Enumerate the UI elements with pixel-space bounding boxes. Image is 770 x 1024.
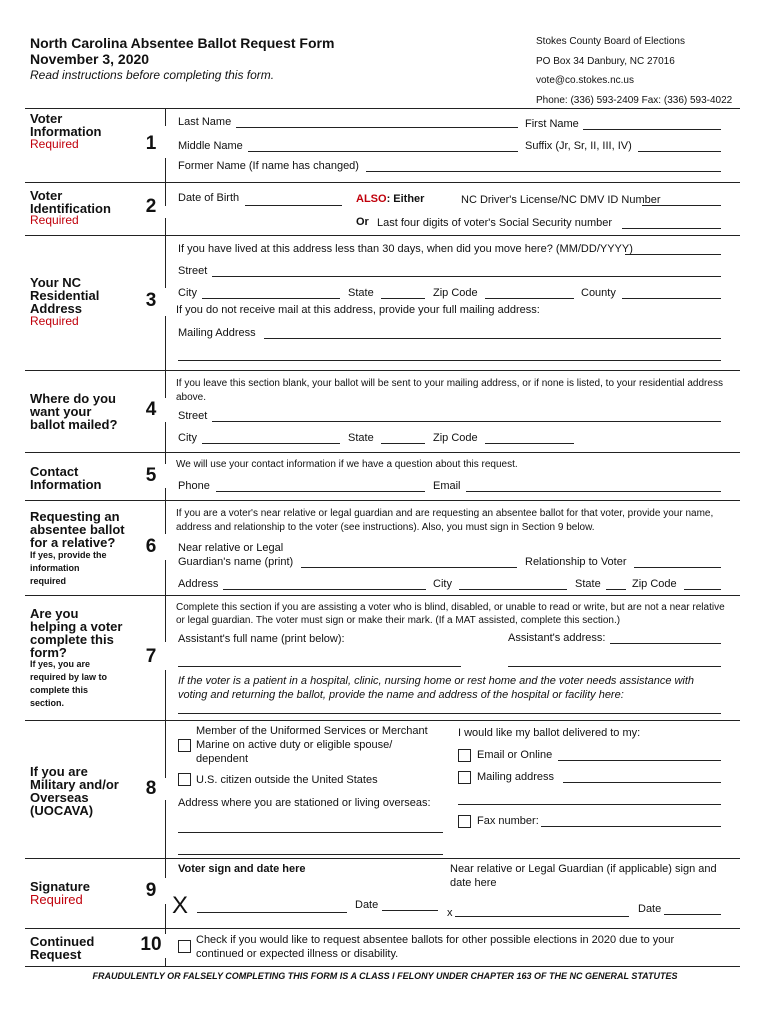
column-divider [165,218,166,288]
section-title: complete this [30,632,114,647]
section-title: helping a voter [30,619,123,634]
voter-sign-label: Voter sign and date here [178,863,306,875]
member-label-c: dependent [196,753,248,765]
city-field[interactable] [202,443,340,444]
section-title: Information [30,477,102,492]
relationship-field[interactable] [634,567,721,568]
divider [25,500,740,501]
continued-request-label-b: continued or expected illness or disability. [196,948,399,960]
suffix-label: Suffix (Jr, Sr, II, III, IV) [525,140,632,152]
stationed-address-field-2[interactable] [178,854,443,855]
zip-label: Zip Code [632,578,677,590]
assistant-name-label: Assistant's full name (print below): [178,633,345,645]
divider [25,235,740,236]
relative-name-label-a: Near relative or Legal [178,542,284,554]
suffix-field[interactable] [638,151,721,152]
section-subtitle: If yes, you are [30,659,91,669]
assistant-address-label: Assistant's address: [508,632,606,644]
board-phone: Phone: (336) 593-2409 Fax: (336) 593-4022 [536,95,733,106]
street-field[interactable] [212,276,721,277]
city-label: City [433,578,452,590]
county-label: County [581,287,616,299]
section-title: form? [30,645,67,660]
relative-name-label-b: Guardian's name (print) [178,556,294,568]
voter-signature-field[interactable] [197,912,347,913]
zip-field[interactable] [485,298,574,299]
email-online-field[interactable] [558,760,721,761]
moved-date-label: If you have lived at this address less than 30 days, when did you move here? (MM/DD/YYYY) [178,243,633,255]
column-divider [165,488,166,534]
section-subtitle: information [30,563,80,573]
assistant-address-field-2[interactable] [508,666,721,667]
felony-warning: FRAUDULENTLY OR FALSELY COMPLETING THIS FORM IS A CLASS I FELONY UNDER CHAPTER 163 OF THE NC GENERAL STATUTES [92,971,678,981]
section-number: 3 [145,290,157,311]
section-subtitle: If yes, provide the [30,550,107,560]
form-title: North Carolina Absentee Ballot Request Form [30,35,335,51]
street-field[interactable] [212,421,721,422]
required-label: Required [30,892,83,907]
mailing-address-field[interactable] [264,338,721,339]
license-label: NC Driver's License/NC DMV ID Number [461,194,661,206]
zip-field[interactable] [684,589,721,590]
continued-request-label-a: Check if you would like to request absentee ballots for other possible elections in 2020 due to your [196,934,675,946]
section-subtitle: required by law to [30,672,108,682]
voter-date-field[interactable] [382,910,438,911]
guardian-date-field[interactable] [664,914,721,915]
email-online-checkbox[interactable] [458,749,471,762]
section-number: 2 [145,196,157,217]
section-title: Information [30,124,102,139]
fax-checkbox[interactable] [458,815,471,828]
continued-request-checkbox[interactable] [178,940,191,953]
section-title: Request [30,947,82,962]
section-subtitle: section. [30,698,65,708]
section-title: Are you [30,606,79,621]
section-title: Continued [30,934,95,949]
member-label-a: Member of the Uniformed Services or Merchant [196,725,428,737]
column-divider [165,670,166,778]
section-title: Residential [30,288,100,303]
section-title: Signature [30,879,90,894]
email-online-label: Email or Online [477,749,553,761]
section-title: for a relative? [30,535,116,550]
divider [25,928,740,929]
state-field[interactable] [381,298,425,299]
stationed-label: Address where you are stationed or living overseas: [178,797,431,809]
city-label: City [178,287,197,299]
section-title: Address [30,301,83,316]
mailing-address-checkbox[interactable] [458,771,471,784]
also-either-text [356,193,424,206]
board-address: PO Box 34 Danbury, NC 27016 [536,56,675,67]
middle-name-label: Middle Name [178,140,243,152]
divider [25,720,740,721]
ssn-label: Last four digits of voter's Social Security number [377,217,613,229]
divider [25,858,740,859]
assistant-address-field[interactable] [610,643,721,644]
city-field[interactable] [202,298,340,299]
section-title: If you are [30,764,88,779]
mailing-address-label: Mailing address [477,771,555,783]
zip-label: Zip Code [433,432,478,444]
section-title: Voter [30,111,63,126]
dob-label: Date of Birth [178,192,240,204]
section-number: 6 [145,536,157,557]
section-title: Overseas [30,790,89,805]
delivery-label: I would like my ballot delivered to my: [458,727,641,739]
divider [25,452,740,453]
ballot-mailing-note: If you leave this section blank, your ballot will be sent to your mailing address, or if none is listed, to your residential address above. [176,378,723,403]
uniformed-services-checkbox[interactable] [178,739,191,752]
signature-x-mark: X [172,892,189,919]
divider [25,966,740,967]
either-label: : Either [386,193,425,205]
former-name-label: Former Name (If name has changed) [178,160,359,172]
city-field[interactable] [459,589,567,590]
mailing-address-field-2[interactable] [458,804,721,805]
phone-label: Phone [178,480,210,492]
last-name-label: Last Name [178,116,232,128]
column-divider [165,560,166,642]
section-number: 5 [145,465,157,486]
dob-field[interactable] [245,205,342,206]
section-title: (UOCAVA) [30,803,94,818]
first-name-label: First Name [525,118,579,130]
state-label: State [348,287,374,299]
relationship-label: Relationship to Voter [525,556,627,568]
guardian-date-label: Date [638,903,662,915]
section-title: Requesting an [30,509,120,524]
relative-note: If you are a voter's near relative or legal guardian and are requesting an absentee ballot for that voter, provide your name, address and relationship to the voter (see instructions). Also, you must sign in Section 9 below. [176,508,714,533]
citizen-label: U.S. citizen outside the United States [196,774,378,786]
overseas-citizen-checkbox[interactable] [178,773,191,786]
section-title: Identification [30,201,111,216]
email-field[interactable] [466,491,721,492]
section-subtitle: complete this [30,685,89,695]
voter-date-label: Date [355,899,379,911]
instructions-note: Read instructions before completing this form. [30,68,275,82]
relative-name-field[interactable] [301,567,517,568]
section-title: Your NC [30,275,82,290]
middle-name-field[interactable] [248,151,518,152]
assistant-name-field[interactable] [178,666,461,667]
section-number: 4 [145,399,157,420]
section-title: Where do you [30,391,116,406]
column-divider [165,108,166,126]
required-label: Required [30,314,79,328]
facility-field[interactable] [178,713,721,714]
section-number: 8 [145,778,157,799]
mailing-address-label: Mailing Address [178,327,256,339]
election-date: November 3, 2020 [30,51,150,67]
assistant-note: Complete this section if you are assisting a voter who is blind, disabled, or unable to read or write, but are not a near relative or legal guardian. The voter must sign or make their mark. (If a MAT assisted, complete this section.) [176,602,725,626]
board-name: Stokes County Board of Elections [536,36,685,47]
mailing-address-field-2[interactable] [178,360,721,361]
address-field[interactable] [223,589,426,590]
column-divider [165,316,166,398]
license-field[interactable] [642,205,721,206]
first-name-field[interactable] [583,129,721,130]
required-label: Required [30,213,79,227]
section-title: want your [30,404,92,419]
street-label: Street [178,265,208,277]
divider [25,595,740,596]
no-mail-note: If you do not receive mail at this address, provide your full mailing address: [176,304,540,316]
section-number: 1 [145,133,157,154]
section-title: Military and/or [30,777,119,792]
zip-field[interactable] [485,443,574,444]
required-label: Required [30,137,79,151]
fax-label: Fax number: [477,815,539,827]
board-email: vote@co.stokes.nc.us [536,75,634,86]
phone-field[interactable] [216,491,425,492]
section-title: ballot mailed? [30,417,118,432]
also-label: ALSO [356,193,387,205]
patient-note: If the voter is a patient in a hospital, clinic, nursing home or rest home and the voter needs assistance with voting and returning the ballot, provide the name and address of the hospital or facility here: [178,675,695,701]
contact-note: We will use your contact information if we have a question about this request. [176,459,518,470]
ssn-field[interactable] [622,228,721,229]
guardian-signature-field[interactable] [455,916,629,917]
state-field[interactable] [381,443,425,444]
stationed-address-field[interactable] [178,832,443,833]
mailing-address-field[interactable] [563,782,721,783]
last-name-field[interactable] [236,127,518,128]
city-label: City [178,432,197,444]
email-label: Email [433,480,461,492]
guardian-x-mark: x [447,907,453,919]
divider [25,370,740,371]
state-field[interactable] [606,589,626,590]
state-label: State [348,432,374,444]
section-title: Voter [30,188,63,203]
former-name-field[interactable] [366,171,721,172]
fax-field[interactable] [541,826,721,827]
section-number: 7 [145,646,157,667]
guardian-sign-label-b: date here [450,877,497,889]
moved-date-field[interactable] [625,254,721,255]
column-divider [165,958,166,966]
state-label: State [575,578,601,590]
divider [25,182,740,183]
street-label: Street [178,410,208,422]
county-field[interactable] [622,298,721,299]
or-label: Or [356,216,369,228]
member-label-b: Marine on active duty or eligible spouse/ [196,739,393,751]
column-divider [165,800,166,878]
zip-label: Zip Code [433,287,478,299]
section-number: 10 [140,934,162,955]
guardian-sign-label-a: Near relative or Legal Guardian (if applicable) sign and [450,863,717,875]
column-divider [165,904,166,934]
section-title: Contact [30,464,79,479]
address-label: Address [178,578,219,590]
column-divider [165,422,166,464]
section-number: 9 [145,880,157,901]
section-subtitle: required [30,576,67,586]
section-title: absentee ballot [30,522,125,537]
divider [25,108,740,109]
